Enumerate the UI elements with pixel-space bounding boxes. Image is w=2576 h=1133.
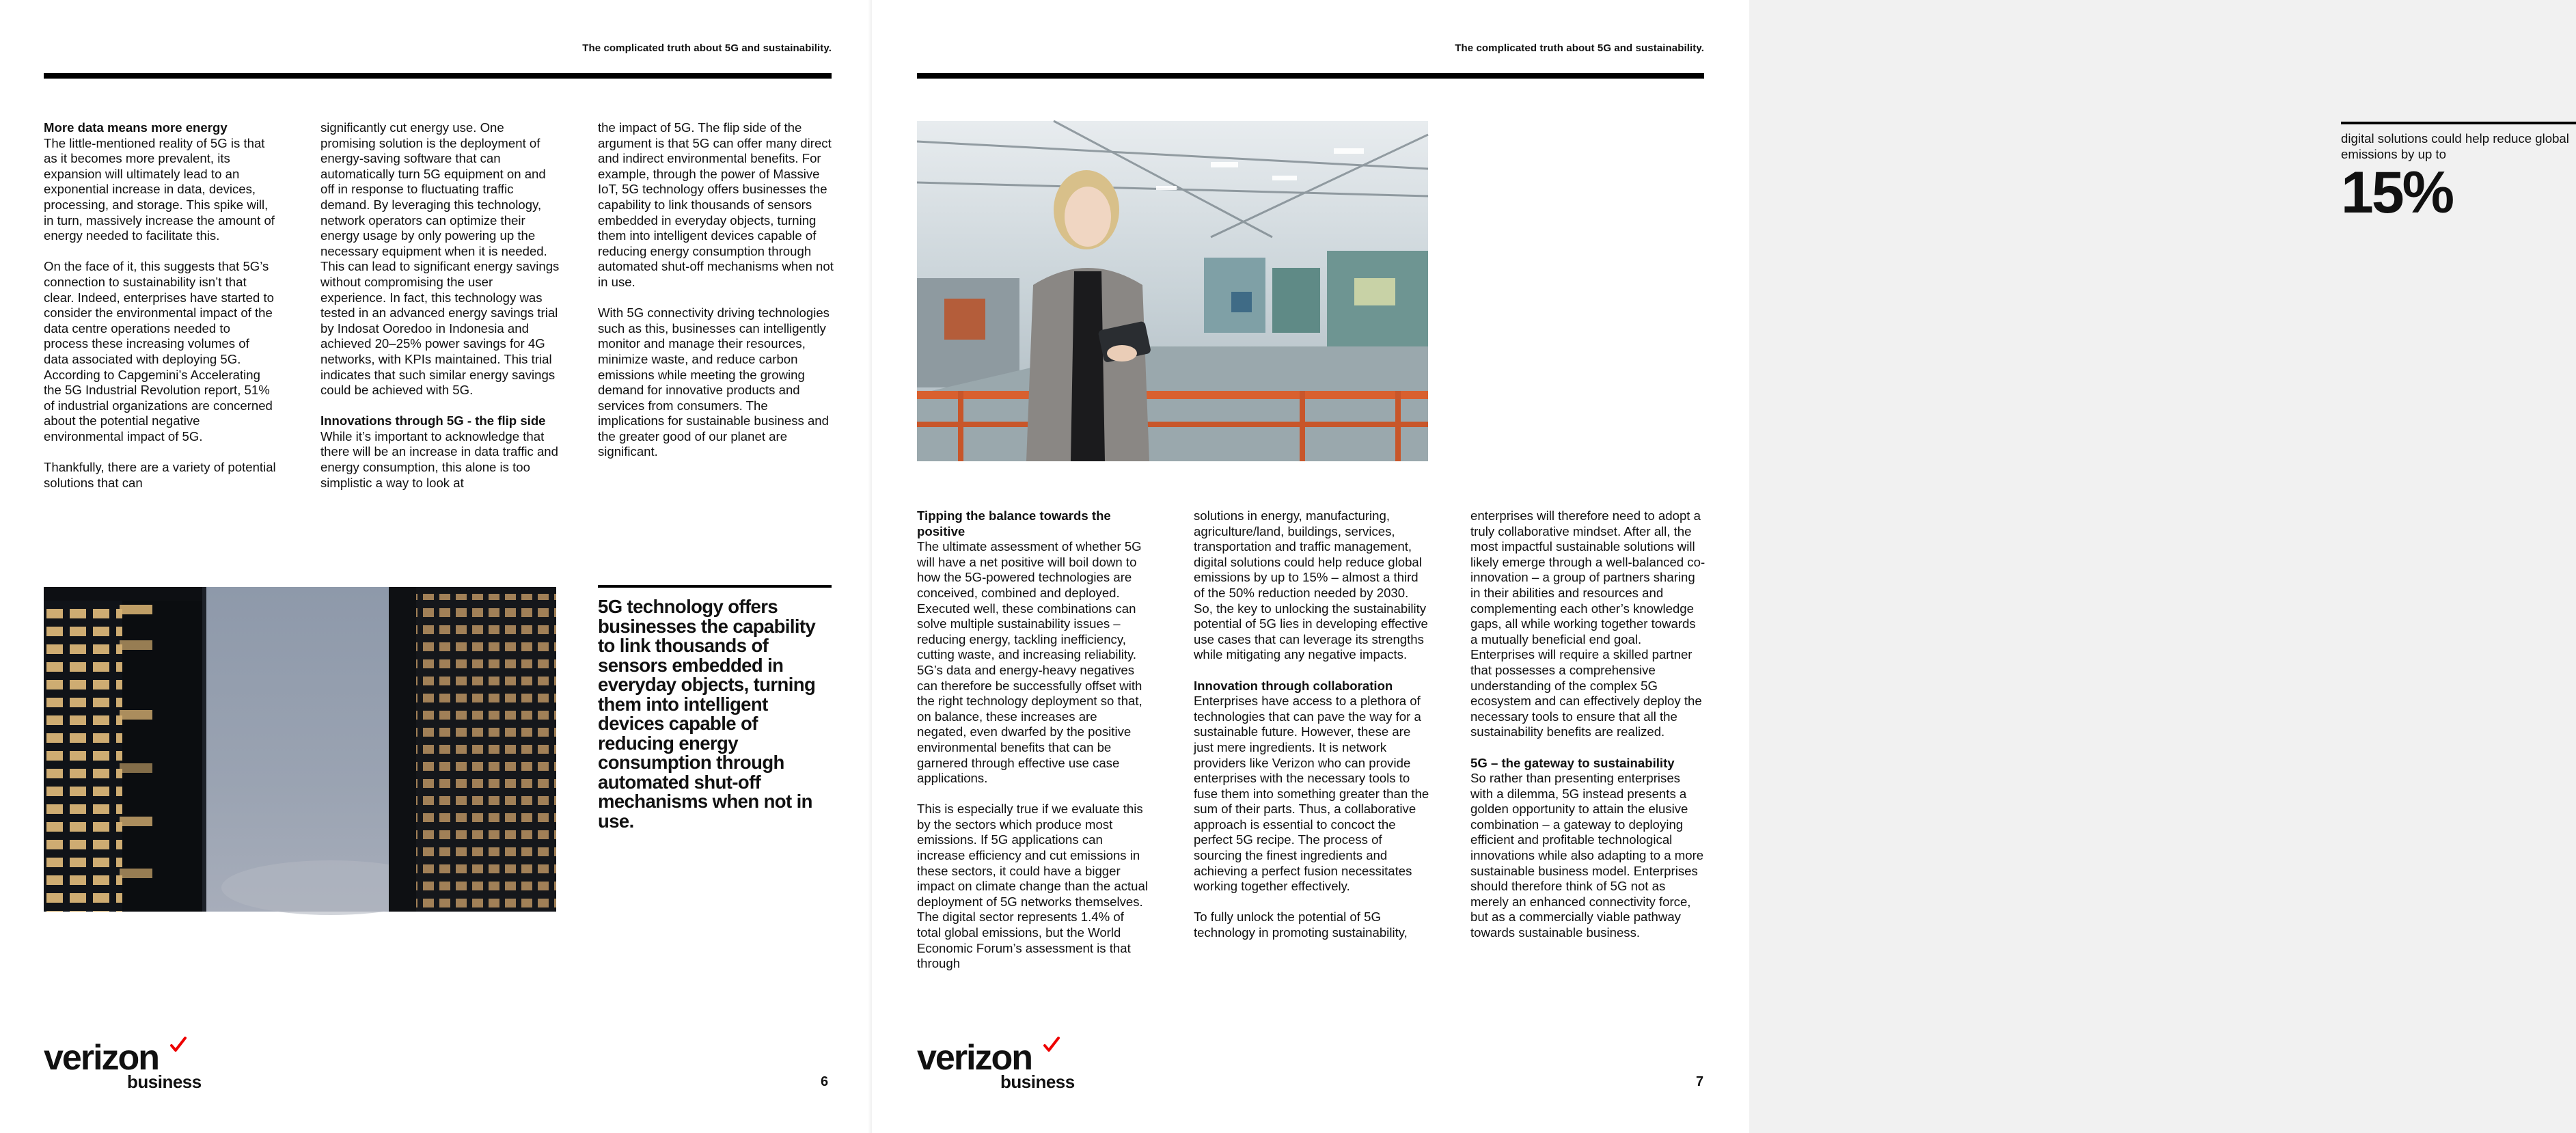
paragraph: Enterprises have access to a plethora of technologies that can pave the way for a sustainable future. However, these are just mere ingredients. It is network providers like Verizon who can provide enterprises with the necessary tools to fuse them into something greater than the sum of their parts. Thus, a collaborative approach is essential to concoct the perfect 5G recipe. The process of sourcing the finest ingredients and achieving a perfect fusion necessitates working together effectively. bbox=[1194, 694, 1429, 894]
checkmark-icon bbox=[169, 1036, 187, 1054]
paragraph: solutions in energy, manufacturing, agriculture/land, buildings, services, transportation and traffic management, digital solutions could help reduce global emissions by up to 15% – almost a third of the 50% reduction needed by 2030. So, the key to unlocking the sustainability potential of 5G lies in developing effective use cases that can leverage its strengths while mitigating any negative impacts. bbox=[1194, 508, 1428, 662]
checkmark-icon bbox=[1043, 1036, 1060, 1054]
paragraph: enterprises will therefore need to adopt a truly collaborative mindset. After all, the most impactful sustainable solutions will likely emerge through a well-balanced co-innovation – a group of partners sharing in their abilities and resources and complementing each other’s knowledge gaps, all while working together towards a mutually beneficial end goal. Enterprises will require a skilled partner that possesses a comprehensive understanding of the complex 5G ecosystem and can effectively deploy the necessary tools to ensure that all the sustainability benefits are realized. bbox=[1470, 508, 1705, 739]
header-rule bbox=[44, 73, 832, 79]
article-column-2 bbox=[320, 120, 560, 506]
logo-subtitle: business bbox=[1000, 1071, 1075, 1092]
article-column-3 bbox=[598, 120, 834, 476]
article-column-1 bbox=[917, 508, 1149, 987]
running-title: The complicated truth about 5G and sustainability. bbox=[582, 42, 832, 54]
article-column-3 bbox=[1470, 508, 1706, 956]
section-heading: Innovations through 5G - the flip side bbox=[320, 413, 546, 428]
paragraph: significantly cut energy use. One promising solution is the deployment of energy-saving software that can automatically turn 5G equipment on and off in response to fluctuating traffic demand. By leveraging this technology, network operators can optimize their energy usage by only powering up the necessary equipment when it is needed. This can lead to significant energy savings without compromising the user experience. In fact, this technology was tested in an advanced energy savings trial by Indosat Ooredoo in Indonesia and achieved 20–25% power savings for 4G networks, with KPIs maintained. This trial indicates that such similar energy savings could be achieved with 5G. bbox=[320, 120, 560, 398]
section-heading: More data means more energy bbox=[44, 120, 228, 135]
article-column-1 bbox=[44, 120, 276, 506]
paragraph: While it’s important to acknowledge that there will be an increase in data traffic and energy consumption, this alone is too simplistic a way to look at bbox=[320, 428, 558, 490]
section-heading: Tipping the balance towards the positive bbox=[917, 508, 1111, 538]
logo-wordmark: verizon bbox=[917, 1038, 1032, 1078]
page-number: 6 bbox=[821, 1074, 829, 1089]
paragraph: This is especially true if we evaluate this by the sectors which produce most emissions. If 5G applications can increase efficiency and cut emissions in these sectors, it could have a bigger impact on climate change than the actual deployment of 5G networks themselves. The digital sector represents 1.4% of total global emissions, but the World Economic Forum’s assessment is that through bbox=[917, 802, 1148, 971]
statistic-description: digital solutions could help reduce global emissions by up to bbox=[2341, 131, 2569, 161]
paragraph: So rather than presenting enterprises with a dilemma, 5G instead presents a golden opportunity to attain the elusive combination – a gateway to deploying efficient and profitable technological innovations while also adapting to a more sustainable business model. Enterprises should therefore think of 5G not as merely an enhanced connectivity force, but as a commercially viable pathway towards sustainable business. bbox=[1470, 771, 1704, 940]
paragraph: Thankfully, there are a variety of potential solutions that can bbox=[44, 460, 276, 490]
verizon-business-logo bbox=[44, 1039, 221, 1093]
factory-worker-photo bbox=[917, 121, 1428, 461]
page-number: 7 bbox=[1696, 1074, 1704, 1089]
article-column-2 bbox=[1194, 508, 1429, 956]
paragraph: To fully unlock the potential of 5G technology in promoting sustainability, bbox=[1194, 910, 1408, 940]
paragraph: the impact of 5G. The flip side of the argument is that 5G can offer many direct and indirect environmental benefits. For example, through the power of Massive IoT, 5G technology offers businesses the capability to link thousands of sensors embedded in everyday objects, turning them into intelligent devices capable of reducing energy consumption through automated shut-off mechanisms when not in use. bbox=[598, 120, 834, 289]
running-title: The complicated truth about 5G and sustainability. bbox=[1455, 42, 1704, 54]
paragraph: The ultimate assessment of whether 5G will have a net positive will boil down to how the 5G-powered technologies are conceived, combined and deployed. Executed well, these combinations can solve multiple sustainability issues – reducing energy, tackling inefficiency, cutting waste, and increasing reliability. 5G’s data and energy-heavy negatives can therefore be successfully offset with the right technology deployment so that, on balance, these increases are negated, even dwarfed by the positive environmental benefits that can be garnered through effective use case applications. bbox=[917, 539, 1142, 786]
skyscraper-photo bbox=[44, 587, 556, 912]
paragraph: With 5G connectivity driving technologies such as this, businesses can intelligently monitor and manage their resources, minimize waste, and reduce carbon emissions while meeting the growing demand for innovative products and services from consumers. The implications for sustainable business and the greater good of our planet are significant. bbox=[598, 305, 830, 459]
paragraph: On the face of it, this suggests that 5G’s connection to sustainability isn’t that clear. Indeed, enterprises have started to consider the environmental impact of the data centre operations needed to process these increasing volumes of data associated with deploying 5G. According to Capgemini’s Accelerating the 5G Industrial Revolution report, 51% of industrial organizations are concerned about the potential negative environmental impact of 5G. bbox=[44, 259, 274, 443]
section-heading: 5G – the gateway to sustainability bbox=[1470, 755, 1675, 770]
left-page bbox=[0, 0, 872, 1133]
verizon-business-logo bbox=[917, 1039, 1095, 1093]
right-page bbox=[872, 0, 2569, 1133]
statistic-callout bbox=[2341, 122, 2576, 226]
logo-subtitle: business bbox=[127, 1071, 202, 1092]
statistic-value: 15% bbox=[2341, 160, 2453, 226]
paragraph: The little-mentioned reality of 5G is that as it becomes more prevalent, its expansion will ultimately lead to an exponential increase in data, devices, processing, and storage. This spike will, in turn, massively increase the amount of energy needed to facilitate this. bbox=[44, 135, 275, 243]
logo-wordmark: verizon bbox=[44, 1038, 159, 1078]
pull-quote: 5G technology offers businesses the capability to link thousands of sensors embedded in everyday objects, turning them into intelligent devices capable of reducing energy consumption through automated shut-off mechanisms when not in use. bbox=[598, 585, 832, 831]
header-rule bbox=[917, 73, 1704, 79]
section-heading: Innovation through collaboration bbox=[1194, 678, 1393, 693]
